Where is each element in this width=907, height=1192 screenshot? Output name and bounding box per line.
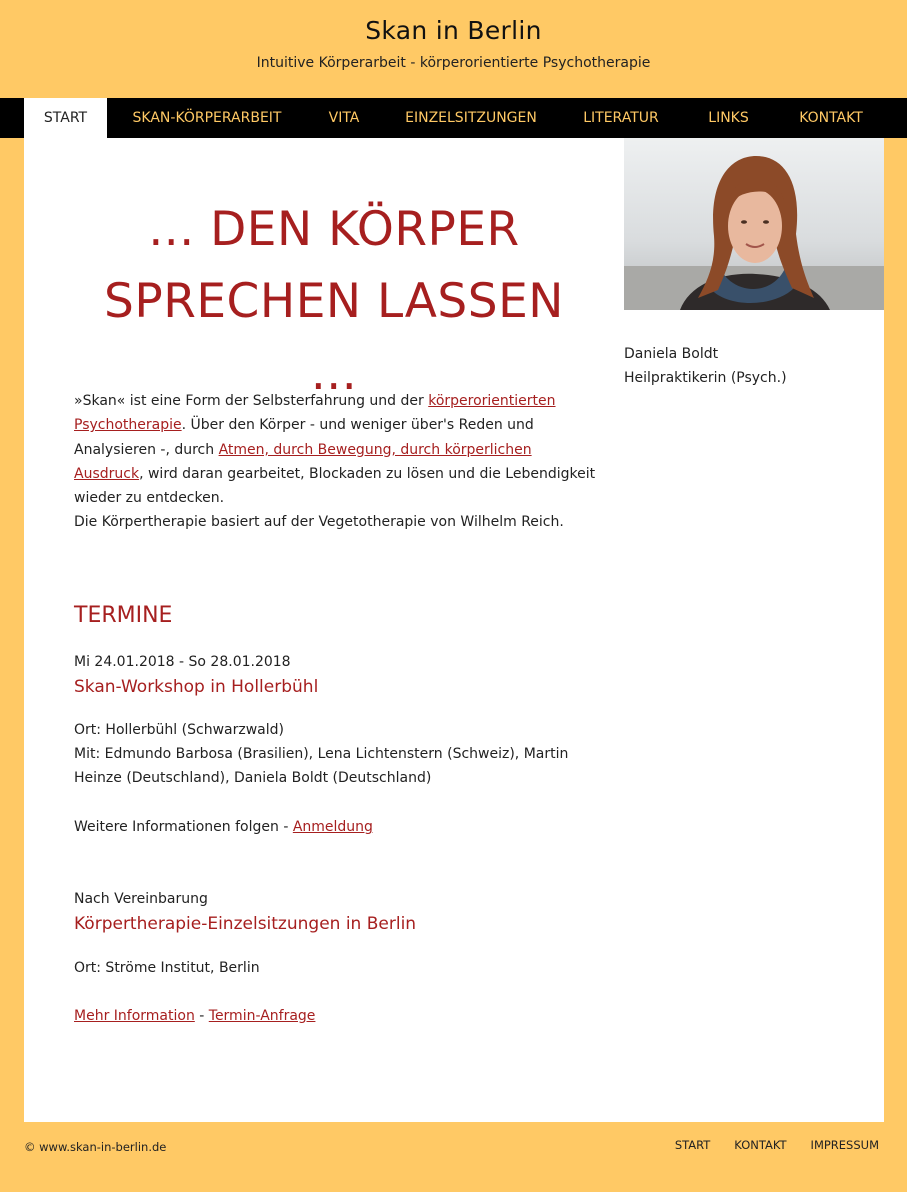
site-title[interactable]: Skan in Berlin bbox=[365, 16, 542, 45]
intro-text-2: . Über den Körper - und weniger über's Reden und Analysieren -, durch bbox=[74, 417, 534, 458]
therapist-role: Heilpraktikerin (Psych.) bbox=[624, 370, 787, 386]
event1-participants: Mit: Edmundo Barbosa (Brasilien), Lena Lichtenstern (Schweiz), Martin Heinze (Deutschland), Daniela Boldt (Deutschland) bbox=[74, 746, 569, 786]
portrait-photo bbox=[624, 138, 884, 310]
nav-item-kontakt[interactable]: KONTAKT bbox=[799, 110, 863, 126]
intro-text-3: , wird daran gearbeitet, Blockaden zu lösen und die Lebendigkeit wieder zu entdecken. bbox=[74, 465, 596, 507]
termin-anfrage-link[interactable]: Termin-Anfrage bbox=[208, 1008, 316, 1024]
hero-line-2: SPRECHEN LASSEN ... bbox=[104, 274, 564, 401]
copyright-text: © www.skan-in-berlin.de bbox=[24, 1140, 167, 1154]
link-atmen-bewegung-ausdruck[interactable]: Atmen, durch Bewegung, durch körperlichen Ausdruck bbox=[74, 441, 532, 482]
intro-paragraph bbox=[74, 389, 604, 535]
event1-info-text: Weitere Informationen folgen - bbox=[74, 819, 293, 835]
sidebar-caption bbox=[624, 342, 787, 390]
event1-details bbox=[74, 718, 594, 790]
intro-text-1: »Skan« ist eine Form der Selbsterfahrung und der bbox=[74, 393, 429, 409]
anmeldung-link[interactable]: Anmeldung bbox=[292, 819, 373, 835]
nav-item-skan-koerperarbeit[interactable]: SKAN-KÖRPERARBEIT bbox=[132, 110, 282, 126]
main-content bbox=[24, 138, 884, 1122]
event1-location: Ort: Hollerbühl (Schwarzwald) bbox=[74, 722, 284, 738]
site-footer bbox=[0, 1122, 907, 1192]
footer-nav bbox=[675, 1138, 879, 1152]
event1-info bbox=[74, 815, 594, 839]
nav-item-start[interactable]: START bbox=[24, 98, 107, 138]
event1-title: Skan-Workshop in Hollerbühl bbox=[74, 677, 319, 697]
footer-link-kontakt[interactable]: KONTAKT bbox=[734, 1138, 787, 1152]
event2-link-separator: - bbox=[194, 1008, 209, 1024]
nav-item-links[interactable]: LINKS bbox=[708, 110, 749, 126]
event2-location: Ort: Ströme Institut, Berlin bbox=[74, 960, 260, 976]
intro-text-4: Die Körpertherapie basiert auf der Vegetotherapie von Wilhelm Reich. bbox=[74, 514, 564, 531]
main-nav bbox=[0, 98, 907, 138]
event2-links bbox=[74, 1004, 594, 1028]
site-subtitle: Intuitive Körperarbeit - körperorientierte Psychotherapie bbox=[256, 55, 651, 71]
event2-date: Nach Vereinbarung bbox=[74, 891, 208, 907]
event1-date: Mi 24.01.2018 - So 28.01.2018 bbox=[74, 654, 291, 670]
nav-item-vita[interactable]: VITA bbox=[328, 110, 360, 126]
therapist-name: Daniela Boldt bbox=[624, 346, 719, 362]
site-header bbox=[0, 0, 907, 98]
footer-link-impressum[interactable]: IMPRESSUM bbox=[810, 1138, 879, 1152]
hero-line-1: ... DEN KÖRPER bbox=[148, 202, 520, 257]
event2-title: Körpertherapie-Einzelsitzungen in Berlin bbox=[74, 914, 417, 934]
footer-link-start[interactable]: START bbox=[674, 1138, 711, 1152]
hero-heading bbox=[74, 194, 594, 410]
nav-item-literatur[interactable]: LITERATUR bbox=[583, 110, 659, 126]
termine-heading: TERMINE bbox=[74, 603, 173, 628]
link-koerperorientierte-psychotherapie[interactable]: körperorientierten Psychotherapie bbox=[74, 393, 556, 434]
nav-item-einzelsitzungen[interactable]: EINZELSITZUNGEN bbox=[405, 110, 537, 126]
mehr-information-link[interactable]: Mehr Information bbox=[74, 1008, 195, 1024]
